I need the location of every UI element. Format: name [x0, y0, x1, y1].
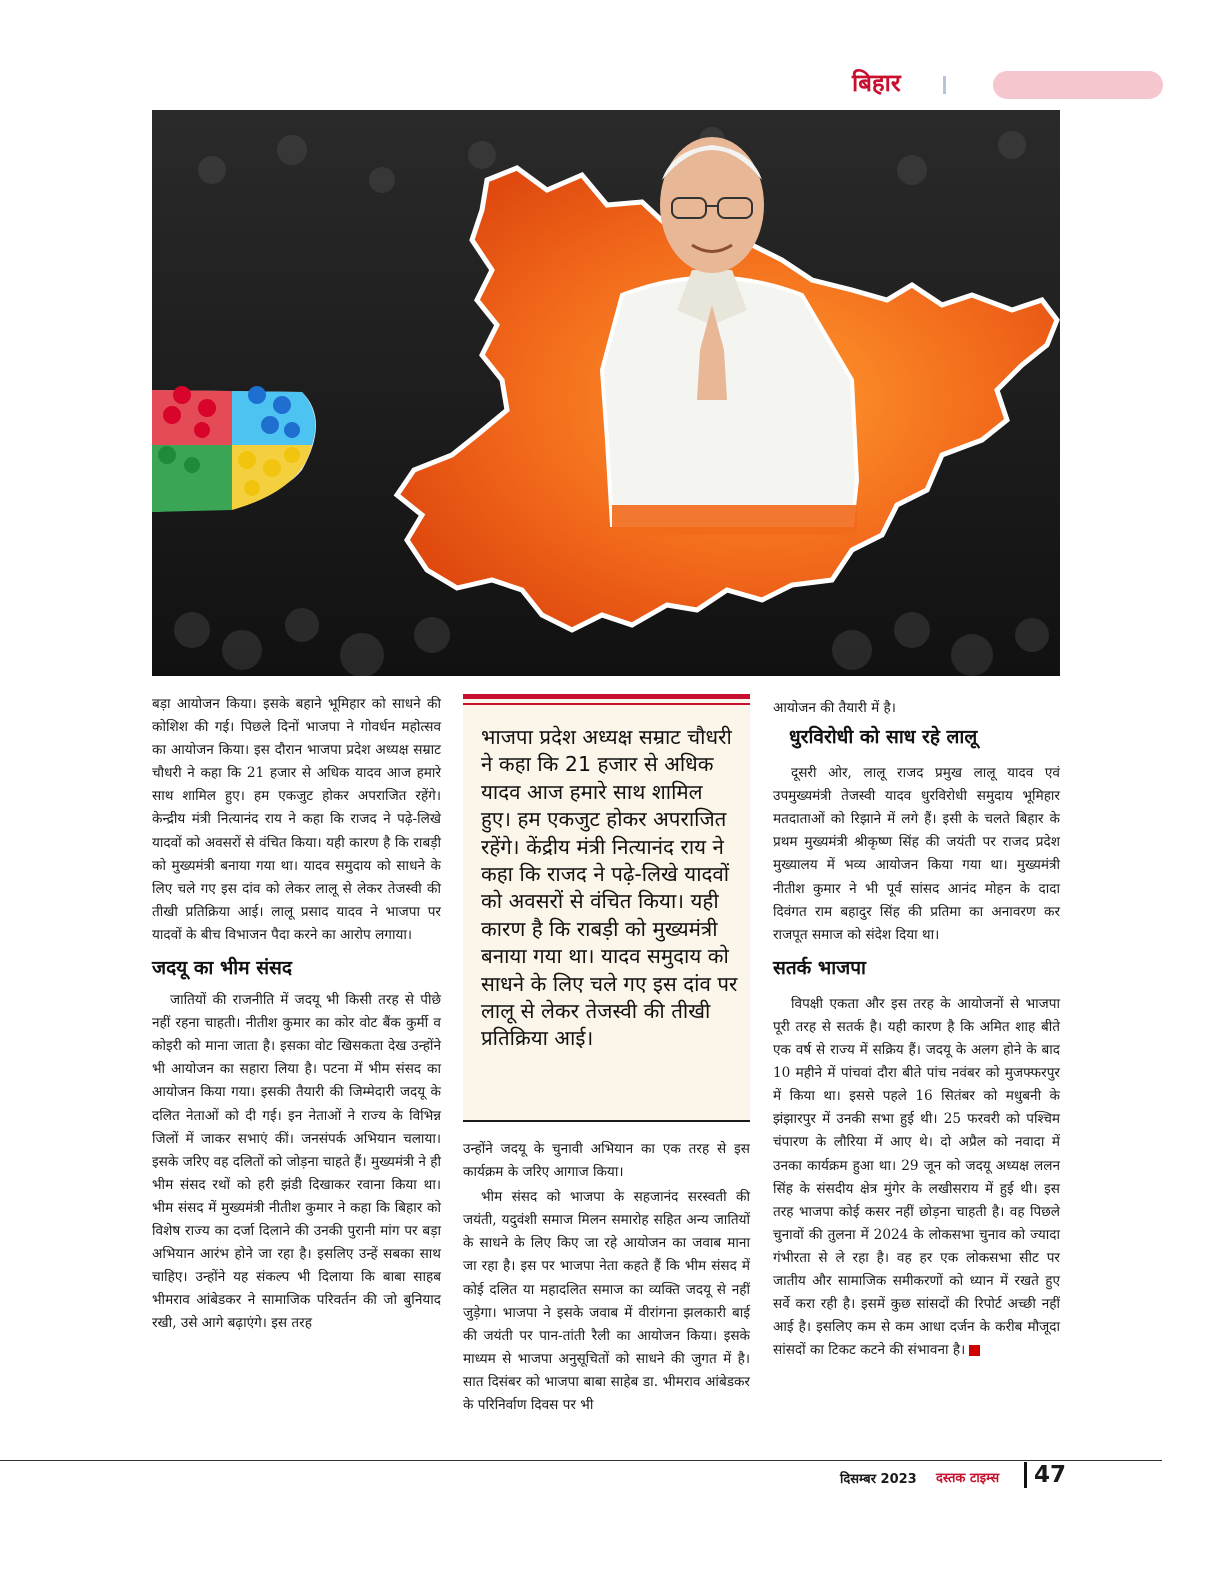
pullquote-box [463, 694, 750, 1122]
pullquote-bar-thin [463, 703, 750, 705]
section-separator [943, 76, 946, 94]
heading-lalu-dhurvirodhi: धुरविरोधी को साध रहे लालू [789, 726, 978, 749]
column-1-paragraph-2: जातियों की राजनीति में जदयू भी किसी तरह से पीछे नहीं रहना चाहती। नीतीश कुमार का कोर वोट बैंक कुर्मी व कोइरी को माना जाता है। इसका वोट खिसकता देख उन्होंने भी आयोजन का सहारा लिया है। पटना में भीम संसद का आयोजन किया गया। इसकी तैयारी की जिम्मेदारी जदयू के दलित नेताओं को दी गई। इन नेताओं ने राज्य के विभिन्न जिलों में जाकर सभाएं कीं। जनसंपर्क अभियान चलाया। इसके जरिए वह दलितों को जोड़ना चाहते हैं। मुख्यमंत्री ने ही भीम संसद रथों को हरी झंडी दिखाकर रवाना किया था। भीम संसद में मुख्यमंत्री नीतीश कुमार ने कहा कि बिहार को विशेष राज्य का दर्जा दिलाने की उनकी पुरानी मांग पर बड़ा अभियान आरंभ होने जा रहा है। इसलिए उन्हें सबका साथ चाहिए। उन्होंने यह संकल्प भी दिलाया कि बाबा साहब भीमराव आंबेडकर ने सामाजिक परिवर्तन की जो बुनियाद रखी, उसे आगे बढ़ाएंगे। इस तरह [152, 992, 441, 1332]
column-1-paragraph-1: बड़ा आयोजन किया। इसके बहाने भूमिहार को साधने की कोशिश की गई। पिछले दिनों भाजपा ने गोवर्धन महोत्सव का आयोजन किया। इस दौरान भाजपा प्रदेश अध्यक्ष सम्राट चौधरी ने कहा कि 21 हजार से अधिक यादव आज हमारे साथ शामिल हुए। हम एकजुट होकर अपराजित रहेंगे। केन्द्रीय मंत्री नित्यानंद राय ने कहा कि राजद ने पढ़े-लिखे यादवों को अवसरों से वंचित किया। यही कारण है कि राबड़ी को मुख्यमंत्री बनाया गया था। यादव समुदाय को साधने के लिए चले गए इस दांव को लेकर लालू से लेकर तेजस्वी की तीखी प्रतिक्रिया आई। लालू प्रसाद यादव ने भाजपा पर यादवों के बीच विभाजन पैदा करने का आरोप लगाया। [152, 696, 441, 943]
column-2 [463, 1138, 750, 1417]
column-1 [152, 693, 441, 1335]
footer-separator [1024, 1462, 1027, 1488]
column-3-paragraph-3 [773, 993, 1060, 1363]
heading-satark-bjp: सतर्क भाजपा [773, 956, 866, 979]
page-number: 47 [1034, 1462, 1067, 1488]
column-3 [773, 697, 1060, 1362]
hero-image [152, 110, 1060, 676]
footer-rule [0, 1460, 1162, 1461]
footer-brand-logo: दस्तक टाइम्स [936, 1471, 1000, 1486]
column-3-paragraph-1: आयोजन की तैयारी में है। [773, 700, 896, 716]
hero-illustration [152, 110, 1060, 676]
column-2-paragraph-1: उन्होंने जदयू के चुनावी अभियान का एक तरह से इस कार्यक्रम के जरिए आगाज किया। [463, 1141, 750, 1181]
column-2-paragraph-2: भीम संसद को भाजपा के सहजानंद सरस्वती की जयंती, यदुवंशी समाज मिलन समारोह सहित अन्य जातियों के साधने के लिए किए जा रहे आयोजन का जवाब माना जा रहा है। इस पर भाजपा नेता कहते हैं कि भीम संसद में कोई दलित या महादलित समाज का व्यक्ति जदयू से नहीं जुड़ेगा। भाजपा ने इसके जवाब में वीरांगना झलकारी बाई की जयंती पर पान-तांती रैली का आयोजन किया। इसके माध्यम से भाजपा अनुसूचितों को साधने की जुगत में है। सात दिसंबर को भाजपा बाबा साहेब डा. भीमराव आंबेडकर के परिनिर्वाण दिवस पर भी [463, 1189, 750, 1414]
end-mark-icon [969, 1345, 980, 1356]
section-pill [993, 71, 1163, 99]
heading-jdu-bhim-sansad: जदयू का भीम संसद [152, 957, 292, 980]
footer-date: दिसम्बर 2023 [840, 1472, 917, 1487]
section-label: बिहार [852, 69, 901, 97]
pullquote-bar-top [463, 694, 750, 699]
column-3-paragraph-3-text: विपक्षी एकता और इस तरह के आयोजनों से भाजपा पूरी तरह से सतर्क है। यही कारण है कि अमित शाह बीते एक वर्ष से राज्य में सक्रिय हैं। जदयू के अलग होने के बाद 10 महीने में पांचवां दौरा बीते पांच नवंबर को मुजफ्फरपुर में किया था। इससे पहले 16 सितंबर को मधुबनी के झंझारपुर में उनकी सभा हुई थी। 25 फरवरी को पश्चिम चंपारण के लौरिया में आए थे। दो अप्रैल को नवादा में उनका कार्यक्रम हुआ था। 29 जून को जदयू अध्यक्ष ललन सिंह के संसदीय क्षेत्र मुंगेर के लखीसराय में हुई थी। इस तरह भाजपा कोई कसर नहीं छोड़ना चाहती है। वह पिछले चुनावों की तुलना में 2024 के लोकसभा चुनाव को ज्यादा गंभीरता से ले रहा है। वह हर एक लोकसभा सीट पर जातीय और सामाजिक समीकरणों को ध्यान में रखते हुए सर्वे करा रही है। इसमें कुछ सांसदों की रिपोर्ट अच्छी नहीं आई है। इसलिए कम से कम आधा दर्जन के करीब मौजूदा सांसदों का टिकट कटने की संभावना है। [773, 995, 1060, 1359]
pullquote-text: भाजपा प्रदेश अध्यक्ष सम्राट चौधरी ने कहा कि 21 हजार से अधिक यादव आज हमारे साथ शामिल हुए। हम एकजुट होकर अपराजित रहेंगे। केंद्रीय मंत्री नित्यानंद राय ने कहा कि राजद ने पढ़े-लिखे यादवों को अवसरों से वंचित किया। यही कारण है कि राबड़ी को मुख्यमंत्री बनाया गया था। यादव समुदाय को साधने के लिए चले गए इस दांव पर लालू से लेकर तेजस्वी की तीखी प्रतिक्रिया आई। [481, 725, 738, 1051]
column-3-paragraph-2: दूसरी ओर, लालू राजद प्रमुख लालू यादव एवं उपमुख्यमंत्री तेजस्वी यादव धुरविरोधी समुदाय भूमिहार मतदाताओं को रिझाने में लगे हैं। इसी के चलते बिहार के प्रथम मुख्यमंत्री श्रीकृष्ण सिंह की जयंती पर राजद प्रदेश मुख्यालय में भव्य आयोजन किया गया था। मुख्यमंत्री नीतीश कुमार ने भी पूर्व सांसद आनंद मोहन के दादा दिवंगत राम बहादुर सिंह की प्रतिमा का अनावरण कर राजपूत समाज को संदेश दिया था। [773, 765, 1060, 943]
